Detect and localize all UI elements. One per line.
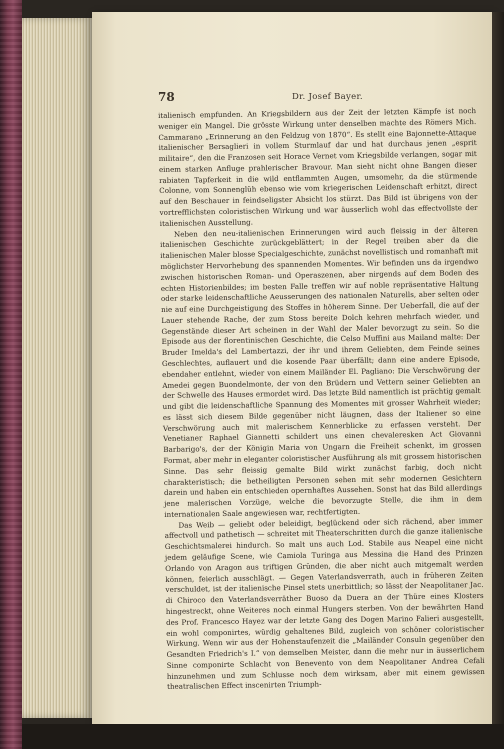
book-binding bbox=[0, 0, 22, 749]
page-edges bbox=[22, 18, 92, 718]
page-header bbox=[158, 90, 474, 106]
page-number: 78 bbox=[158, 90, 175, 104]
body-text bbox=[158, 106, 485, 693]
paragraph: italienisch empfunden. An Kriegsbildern aus der Zeit der letzten Kämpfe ist noch weniger ein Mangel. Die grösste Wirkung unter denselben machte des Römers Mich. Cammarano „Erinnerung an den Feldzug von 1870“. Es stellt eine Bajonnette-Attaque italienischer Bersaglieri in vollem Sturmlauf dar und hat durchaus jenen „esprit militaire“, den die Franzosen seit Horace Vernet vom Kriegsbilde verlangen, sogar mit einem starken Anfluge prahlerischer Bravour. Man sieht nicht ohne Bangen dieser rabiaten Tapferkeit in die wild entflammten Augen, umsomehr, da die stürmende Colonne, vom Sonnenglüh ebenso wie vom kriegerischen Leidenschaft erhitzt, direct auf den Beschauer in feindseligster Absicht los stürzt. Das Bild ist übrigens von der vortrefflichsten coloristischen Wirkung und war äusserlich wohl das effectvollste der italienischen Ausstellung. bbox=[158, 106, 478, 228]
paragraph: Neben den neu-italienischen Erinnerungen wird auch fleissig in der älteren italienischen Geschichte zurückgeblättert; in der Regel treiben aber da die italienischen Maler blosse Specialgeschichte, zunächst novellistisch und romanhaft mit möglichster Hervorhebung des spannenden Momentes. Wir befinden uns da irgendwo zwischen historischen Roman- und Operaszenen, aber nirgends auf dem Boden des echten Historienbildes; im besten Falle treffen wir auf noble repräsentative Haltung oder starke leidenschaftliche Aeusserungen des nationalen Naturells, aber selten oder nie auf eine Durchgeistigung des Stoffes in höherem Sinne. Der Ueberfall, die auf der Lauer stehende Rache, der zum Stoss bereite Dolch kehren mehrfach wieder, und Gegenstände dieser Art scheinen in der Wahl der Maler bevorzugt zu sein. So die Episode aus der florentinischen Geschichte, die Celso Muffini aus Mailand malte: Der Bruder Imelda's del Lambertazzi, der ihr und ihrem Geliebten, dem Feinde seines Geschlechtes, auflauert und die kosende Paar überfällt; dann eine andere Episode, ebendaher entlehnt, wieder von einem Mailänder El. Pagliano: Die Verschwörung der Amedei gegen Buondelmonte, der von den Brüdern und Vettern seiner Geliebten an der Schwelle des Hauses ermordet wird. Das letzte Bild namentlich ist prächtig gemalt und gibt die leidenschaftliche Spannung des Momentes mit grosser Wahrheit wieder; es lässt sich diesem Bilde gegenüber nicht läugnen, dass der Italiener so eine Verschwörung auch mit malerischem Kennerblicke zu erfassen versteht. Der Venetianer Raphael Giannetti schildert uns einen chevaleresken Act Giovanni Barbarigo's, der der Königin Maria von Ungarn die Freiheit schenkt, im grossen Format, aber mehr in eleganter coloristischer Ausführung als mit grossem historischen Sinne. Das sehr fleissig gemalte Bild wirkt zunächst farbig, doch nicht charakteristisch; die betheiligten Personen sehen mit sehr modernen Gesichtern darein und haben ein entschieden opernhaftes Aussehen. Sonst hat das Bild allerdings jene malerischen Vorzüge, welche die bevorzugte Stelle, die ihm in dem internationalen Saale angewiesen war, rechtfertigten. bbox=[160, 224, 483, 519]
paragraph: Das Weib — geliebt oder beleidigt, beglückend oder sich rächend, aber immer affectvoll und pathetisch — schreitet mit Theaterschritten durch die ganze italienische Geschichtsmalerei hindurch. So malt uns auch Lod. Stabile aus Neapel eine nicht jedem geläufige Scene, wie Camiola Turinga aus Messina die Hand des Prinzen Orlando von Aragon aus triftigen Gründen, die aber nicht auch mitgemalt werden können, feierlich ausschlägt. — Gegen Vaterlandsverrath, auch in früheren Zeiten verschuldet, ist der italienische Pinsel stets unerbittlich; so lässt der Neapolitaner Jac. di Chiroco den Vaterlandsverräther Buoso da Duera an der Thüre eines Klosters hingestreckt, ohne Weiteres noch einmal Hungers sterben. Von der bewährten Hand des Prof. Francesco Hayez war der letzte Gang des Dogen Marino Falieri ausgestellt, ein wohl componirtes, würdig gehaltenes Bild, zugleich von schöner coloristischer Wirkung. Wenn wir aus der Hohenstaufenzeit die „Mailänder Consuln gegenüber den Gesandten Friedrich's I.“ von demselben Meister, dann die mehr nur in äusserlichem Sinne componirte Schlacht von Benevento von dem Neapolitaner Andrea Cefali hinzunehmen und zum Schlusse noch dem wirksam, aber mit einem gewissen theatralischen Effect inscenirten Triumph- bbox=[164, 515, 485, 692]
running-head: Dr. Josef Bayer. bbox=[292, 92, 363, 102]
page-shadow bbox=[492, 12, 504, 724]
page-bottom-shadow bbox=[22, 724, 504, 749]
